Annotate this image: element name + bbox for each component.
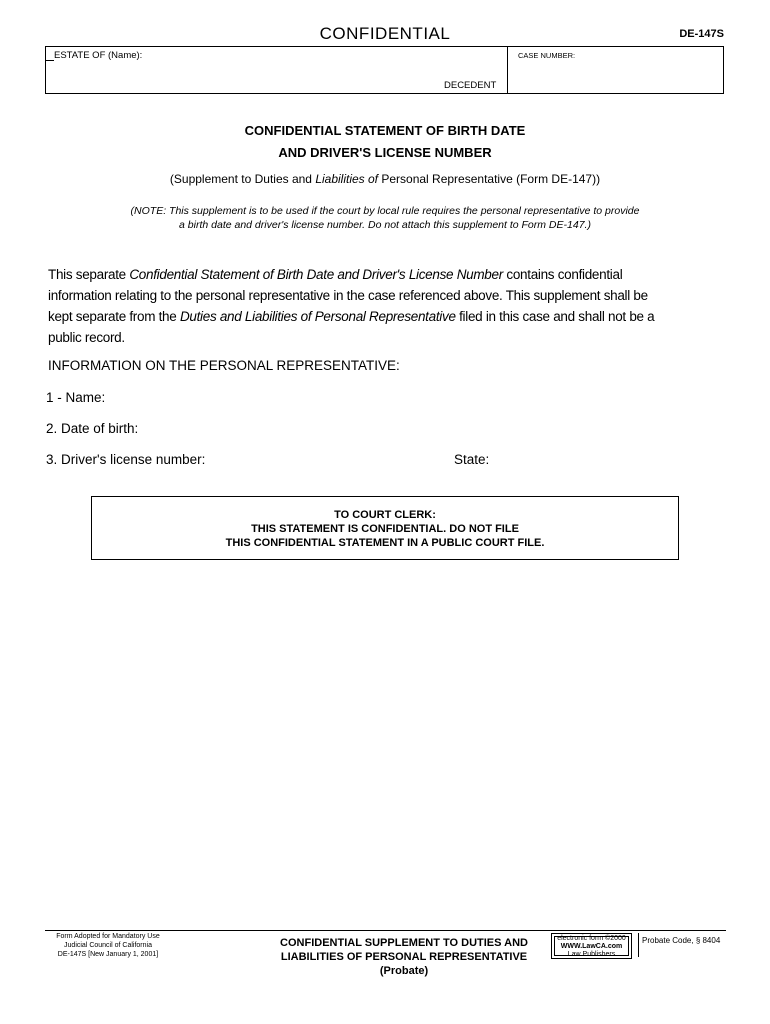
clerk-notice-line1: TO COURT CLERK: [334,509,436,521]
supplement-subtitle [0,172,770,186]
info-heading: INFORMATION ON THE PERSONAL REPRESENTATIVE: [48,358,400,373]
footer-form-title [256,936,552,978]
eform-line1: electronic form ©2000 [557,935,626,942]
estate-name-label: ESTATE OF (Name): [54,50,143,61]
supplement-prefix: (Supplement to Duties and [169,172,316,186]
eform-line3: Law Publishers [567,951,616,958]
court-clerk-notice [91,496,679,560]
para-part3: filed in this case and shall not be a public record. [48,309,655,345]
para-part2: contains confidential information relating to the personal representative in the case referenced above. This supplement shall be kept separate from the [48,267,648,324]
footer-rule [45,930,726,931]
footer-adoption-info [48,932,168,959]
supplement-suffix: Personal Representative (Form DE-147)) [378,172,601,186]
supplement-italic: Liabilities of [315,172,379,186]
form-title-line2: AND DRIVER'S LICENSE NUMBER [278,145,492,160]
state-field-label: State: [454,452,490,467]
usage-note [95,204,675,232]
adopted-line2: Judicial Council of California [64,942,152,949]
note-line1: (NOTE: This supplement is to be used if the court by local rule requires the personal representative to provide [130,205,640,217]
birth-date-field-label: 2. Date of birth: [46,421,139,436]
header-confidential: CONFIDENTIAL [319,24,451,43]
decedent-label: DECEDENT [444,80,497,91]
form-code: DE-147S [679,28,724,40]
eform-website-link[interactable]: WWW.LawCA.com [560,943,623,950]
para-italic1: Confidential Statement of Birth Date and Driver's License Number [129,267,503,282]
footer-divider [638,933,639,957]
clerk-notice-line2: THIS STATEMENT IS CONFIDENTIAL. DO NOT FILE [251,523,519,535]
adopted-line3: DE-147S [New January 1, 2001] [57,951,159,958]
confidentiality-paragraph [48,264,668,345]
name-field-label: 1 - Name: [46,390,106,405]
electronic-form-badge [551,933,632,959]
caption-box [45,46,724,94]
probate-code-reference: Probate Code, § 8404 [642,936,721,945]
para-part1: This separate [48,267,130,282]
estate-underline [46,60,54,61]
para-italic2: Duties and Liabilities of Personal Representative [179,309,456,324]
note-line2: a birth date and driver's license number. Do not attach this supplement to Form DE-147.) [179,219,591,231]
drivers-license-field-label: 3. Driver's license number: [46,452,206,467]
form-title-line1: CONFIDENTIAL STATEMENT OF BIRTH DATE [244,123,526,138]
adopted-line1: Form Adopted for Mandatory Use [56,933,160,940]
clerk-notice-line3: THIS CONFIDENTIAL STATEMENT IN A PUBLIC COURT FILE. [225,537,545,549]
badge-inner-border [554,936,629,956]
case-number-label: CASE NUMBER: [518,51,576,60]
footer-title-line3: (Probate) [379,965,429,977]
footer-title-line1: CONFIDENTIAL SUPPLEMENT TO DUTIES AND [280,937,528,949]
caption-divider [507,47,508,93]
footer-title-line2: LIABILITIES OF PERSONAL REPRESENTATIVE [280,951,528,963]
